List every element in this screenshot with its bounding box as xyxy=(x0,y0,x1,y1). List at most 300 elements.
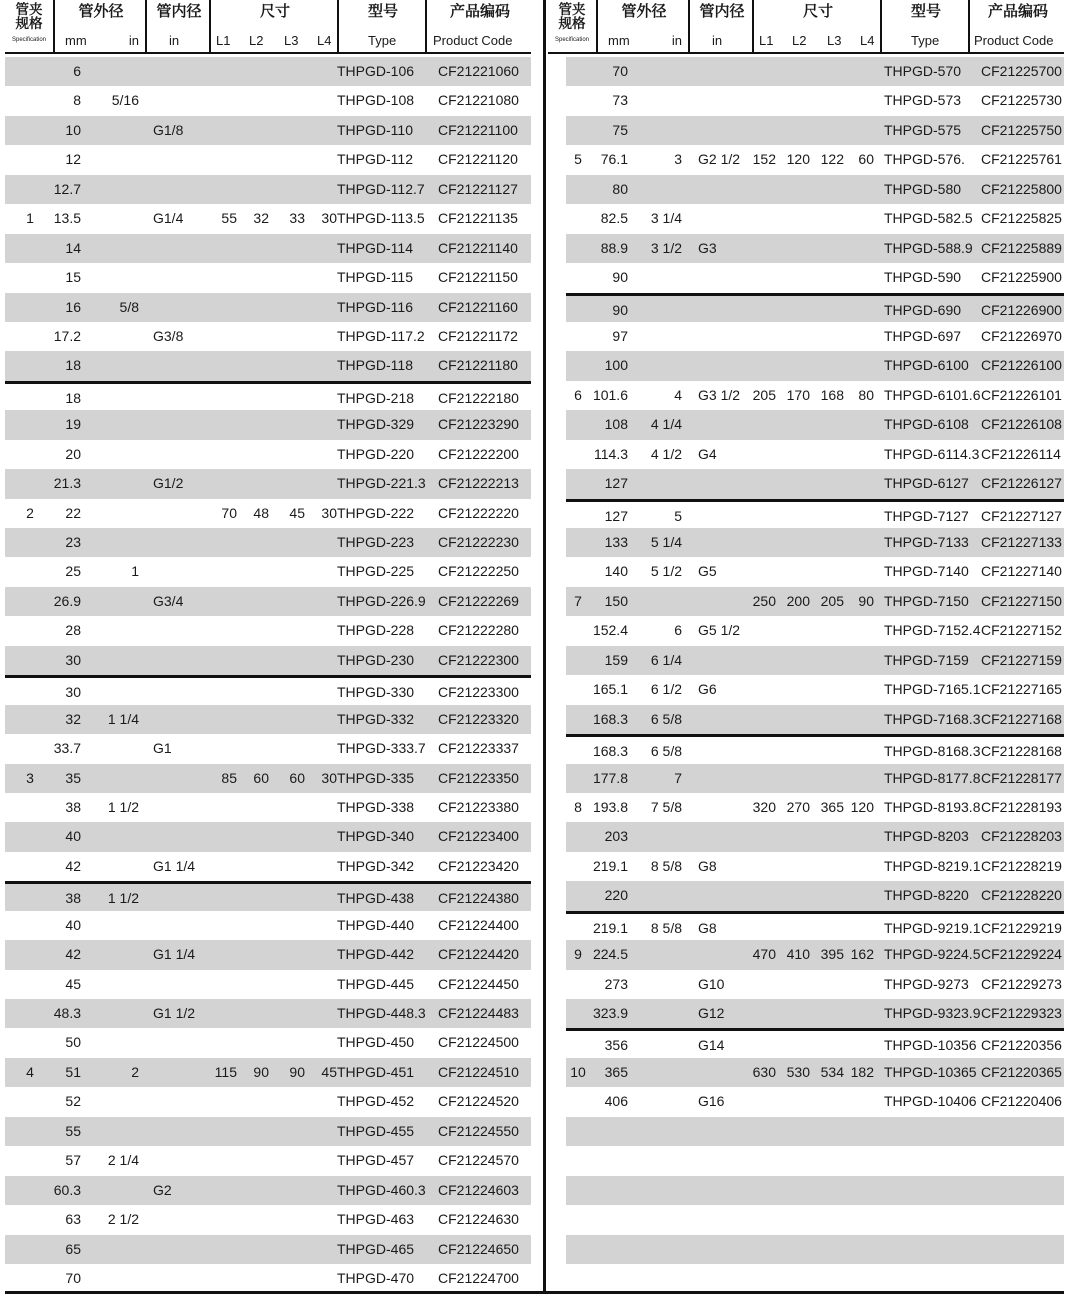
cell-l1: 630 xyxy=(752,1063,776,1080)
cell-code: CF21222213 xyxy=(438,475,519,492)
cell-mm: 150 xyxy=(604,592,628,609)
cell-pin: G1 xyxy=(153,740,172,757)
cell-type: THPGD-7168.3 xyxy=(884,710,981,727)
cell-type: THPGD-8219.1 xyxy=(884,857,981,874)
cell-code: CF21223380 xyxy=(438,798,519,815)
table-row xyxy=(566,852,1064,881)
cell-type: THPGD-329 xyxy=(337,416,415,433)
cell-type: THPGD-8220 xyxy=(884,887,969,904)
cell-pin: G1/2 xyxy=(153,475,184,492)
cell-code: CF21224570 xyxy=(438,1152,519,1169)
table-row xyxy=(566,351,1064,380)
cell-type: THPGD-7127 xyxy=(884,507,969,524)
cell-type: THPGD-582.5 xyxy=(884,210,973,227)
cell-code: CF21221080 xyxy=(438,92,519,109)
table-row xyxy=(5,557,531,586)
cell-l2: 170 xyxy=(786,386,810,403)
cell-code: CF21224603 xyxy=(438,1181,519,1198)
cell-type: THPGD-113.5 xyxy=(337,210,425,227)
header-pipe-in-in: in xyxy=(169,33,180,48)
cell-mm: 6 xyxy=(73,63,81,79)
header-dims xyxy=(213,0,339,52)
cell-code: CF21225900 xyxy=(981,269,1062,286)
table-row xyxy=(566,734,1064,763)
cell-pin: G4 xyxy=(698,445,717,462)
cell-in: 3 1/2 xyxy=(650,239,682,256)
cell-mm: 30 xyxy=(65,651,81,668)
cell-code: CF21222300 xyxy=(438,651,519,668)
header-type-zh: 型号 xyxy=(910,3,941,20)
cell-type: THPGD-448.3 xyxy=(337,1005,426,1021)
cell-code: CF21220406 xyxy=(981,1093,1062,1110)
cell-mm: 90 xyxy=(612,269,628,286)
cell-type: THPGD-7133 xyxy=(884,534,969,550)
table-row xyxy=(566,234,1064,263)
cell-l1: 320 xyxy=(752,798,776,815)
cell-mm: 219.1 xyxy=(592,857,628,874)
cell-in: 6 1/4 xyxy=(650,651,682,668)
header-type-en: Type xyxy=(368,33,397,48)
header-code xyxy=(972,0,1064,52)
cell-in: 2 xyxy=(131,1063,139,1080)
cell-l1: 152 xyxy=(752,151,776,168)
cell-mm: 165.1 xyxy=(592,681,628,698)
cell-type: THPGD-8203 xyxy=(884,828,969,845)
cell-code: CF21221127 xyxy=(438,180,518,197)
header-spec xyxy=(5,0,55,52)
cell-mm: 51 xyxy=(65,1063,81,1080)
table-row xyxy=(566,793,1064,822)
cell-mm: 273 xyxy=(604,975,628,992)
cell-in: 6 xyxy=(674,622,682,639)
table-row xyxy=(566,1117,1064,1146)
cell-pin: G2 xyxy=(153,1181,172,1198)
cell-mm: 45 xyxy=(65,975,81,992)
cell-pin: G16 xyxy=(698,1093,725,1110)
table-row xyxy=(5,822,531,851)
table-row xyxy=(566,764,1064,793)
cell-code: CF21222200 xyxy=(438,445,519,462)
header-l2: L2 xyxy=(792,33,807,48)
cell-code: CF21224450 xyxy=(438,975,519,992)
cell-code: CF21227150 xyxy=(981,592,1062,609)
cell-mm: 38 xyxy=(65,890,81,907)
cell-type: THPGD-6100 xyxy=(884,357,969,374)
cell-mm: 40 xyxy=(65,828,81,845)
cell-l2: 120 xyxy=(786,151,810,168)
cell-code: CF21222250 xyxy=(438,563,519,580)
cell-in: 5 xyxy=(674,507,682,524)
table-row xyxy=(5,410,531,439)
cell-in: 6 1/2 xyxy=(650,681,682,698)
table-row xyxy=(5,57,531,86)
cell-type: THPGD-452 xyxy=(337,1093,415,1110)
center-divider xyxy=(543,0,546,1292)
cell-code: CF21227159 xyxy=(981,651,1062,668)
header-spec-zh: 管夹 规格 xyxy=(15,2,43,31)
cell-pin: G10 xyxy=(698,975,725,992)
cell-type: THPGD-460.3 xyxy=(337,1181,426,1198)
cell-mm: 140 xyxy=(604,563,628,580)
cell-type: THPGD-112.7 xyxy=(337,180,425,197)
cell-code: CF21229224 xyxy=(981,946,1062,963)
cell-pin: G1 1/4 xyxy=(153,946,196,963)
cell-mm: 38 xyxy=(65,798,81,815)
cell-l3: 168 xyxy=(820,386,844,403)
table-row xyxy=(5,234,531,263)
cell-code: CF21220356 xyxy=(981,1037,1062,1054)
cell-code: CF21227152 xyxy=(981,622,1062,639)
cell-type: THPGD-10365 xyxy=(884,1063,977,1080)
table-row xyxy=(5,587,531,616)
cell-l4: 30 xyxy=(321,769,337,786)
cell-spec: 4 xyxy=(26,1063,34,1080)
cell-l1: 250 xyxy=(752,592,776,609)
cell-spec: 3 xyxy=(26,769,34,786)
cell-mm: 100 xyxy=(604,357,628,374)
cell-type: THPGD-465 xyxy=(337,1240,415,1257)
cell-code: CF21223320 xyxy=(438,710,519,727)
header-l3: L3 xyxy=(284,33,299,48)
cell-code: CF21221140 xyxy=(438,239,518,256)
cell-mm: 42 xyxy=(65,857,81,874)
table-row xyxy=(566,705,1064,734)
header-dims-zh: 尺寸 xyxy=(259,3,290,20)
table-row xyxy=(5,293,531,322)
cell-l4: 182 xyxy=(850,1063,874,1080)
cell-type: THPGD-118 xyxy=(337,357,413,374)
cell-type: THPGD-570 xyxy=(884,63,962,79)
cell-pin: G6 xyxy=(698,681,717,698)
table-row xyxy=(566,940,1064,969)
cell-type: THPGD-9323.9 xyxy=(884,1005,981,1021)
cell-code: CF21224510 xyxy=(438,1063,519,1080)
table-row xyxy=(5,145,531,174)
cell-code: CF21221120 xyxy=(438,151,518,168)
cell-l2: 32 xyxy=(253,210,269,227)
cell-type: THPGD-9273 xyxy=(884,975,969,992)
cell-code: CF21227165 xyxy=(981,681,1062,698)
header-od xyxy=(600,0,690,52)
table-body-right xyxy=(566,54,1064,1293)
cell-mm: 76.1 xyxy=(600,151,628,168)
header-pipe-in xyxy=(149,0,211,52)
cell-type: THPGD-697 xyxy=(884,327,962,344)
table-row xyxy=(566,911,1064,940)
cell-code: CF21225800 xyxy=(981,180,1062,197)
table-row xyxy=(5,793,531,822)
cell-code: CF21224483 xyxy=(438,1005,519,1021)
cell-type: THPGD-7140 xyxy=(884,563,969,580)
cell-code: CF21225761 xyxy=(981,151,1062,168)
cell-mm: 50 xyxy=(65,1034,81,1051)
cell-type: THPGD-225 xyxy=(337,563,415,580)
cell-pin: G3/8 xyxy=(153,327,184,344)
header-l2: L2 xyxy=(249,33,264,48)
cell-pin: G1/4 xyxy=(153,210,184,227)
header-code-en: Product Code xyxy=(974,33,1054,48)
cell-code: CF21228193 xyxy=(981,798,1062,815)
cell-code: CF21228177 xyxy=(981,769,1062,786)
cell-in: 8 5/8 xyxy=(650,919,682,936)
header-l1: L1 xyxy=(759,33,774,48)
cell-code: CF21225825 xyxy=(981,210,1062,227)
table-row xyxy=(5,175,531,204)
cell-l2: 530 xyxy=(786,1063,810,1080)
cell-l2: 410 xyxy=(786,946,810,963)
header-spec-en: Specification xyxy=(11,37,47,43)
table-row xyxy=(566,1058,1064,1087)
table-row xyxy=(566,1146,1064,1175)
header-type xyxy=(884,0,970,52)
cell-in: 1 1/2 xyxy=(107,798,139,815)
cell-code: CF21227140 xyxy=(981,563,1062,580)
cell-in: 4 xyxy=(674,386,682,403)
cell-mm: 114.3 xyxy=(594,445,628,462)
table-row xyxy=(566,263,1064,292)
cell-mm: 70 xyxy=(65,1269,81,1286)
cell-code: CF21226100 xyxy=(981,357,1062,374)
cell-mm: 406 xyxy=(604,1093,628,1110)
table-row xyxy=(5,1058,531,1087)
cell-l2: 60 xyxy=(253,769,269,786)
table-row xyxy=(566,86,1064,115)
table-row xyxy=(5,1176,531,1205)
header-od-in: in xyxy=(128,33,139,48)
table-row xyxy=(5,1087,531,1116)
cell-type: THPGD-338 xyxy=(337,798,415,815)
header-code xyxy=(429,0,531,52)
cell-pin: G3 xyxy=(698,239,717,256)
cell-in: 7 xyxy=(674,769,682,786)
cell-code: CF21224520 xyxy=(438,1093,519,1110)
cell-code: CF21223420 xyxy=(438,857,519,874)
cell-type: THPGD-445 xyxy=(337,975,415,992)
cell-mm: 65 xyxy=(65,1240,81,1257)
cell-code: CF21222220 xyxy=(438,504,519,521)
cell-mm: 168.3 xyxy=(592,710,628,727)
cell-l2: 200 xyxy=(786,592,810,609)
cell-l1: 85 xyxy=(221,769,237,786)
cell-mm: 13.5 xyxy=(53,210,81,227)
cell-mm: 365 xyxy=(604,1063,628,1080)
header-od xyxy=(57,0,147,52)
table-row xyxy=(566,116,1064,145)
header-spec-en: Specification xyxy=(554,37,590,43)
cell-type: THPGD-6127 xyxy=(884,475,969,492)
cell-in: 8 5/8 xyxy=(650,857,682,874)
header-pipe-in-in: in xyxy=(712,33,723,48)
cell-in: 5 1/4 xyxy=(650,534,682,550)
table-row xyxy=(566,57,1064,86)
cell-code: CF21226108 xyxy=(981,416,1062,433)
cell-l4: 30 xyxy=(321,210,337,227)
table-row xyxy=(566,822,1064,851)
table-body-left xyxy=(5,54,531,1293)
cell-mm: 18 xyxy=(65,357,81,374)
cell-pin: G3/4 xyxy=(153,592,184,609)
cell-pin: G3 1/2 xyxy=(698,386,741,403)
cell-l4: 162 xyxy=(850,946,874,963)
table-row xyxy=(5,734,531,763)
cell-l2: 270 xyxy=(786,798,810,815)
cell-code: CF21225750 xyxy=(981,121,1062,138)
cell-pin: G1/8 xyxy=(153,121,184,138)
cell-mm: 60.3 xyxy=(53,1181,81,1198)
cell-mm: 82.5 xyxy=(600,210,628,227)
cell-code: CF21221160 xyxy=(438,298,518,315)
table-row xyxy=(566,1028,1064,1057)
table-row xyxy=(566,499,1064,528)
cell-code: CF21223300 xyxy=(438,684,519,701)
cell-l4: 45 xyxy=(321,1063,337,1080)
cell-mm: 356 xyxy=(604,1037,628,1054)
cell-mm: 63 xyxy=(65,1211,81,1228)
cell-l2: 90 xyxy=(253,1063,269,1080)
header-code-zh: 产品编码 xyxy=(987,3,1048,20)
cell-mm: 203 xyxy=(604,828,628,845)
cell-spec: 5 xyxy=(574,151,582,168)
cell-in: 4 1/4 xyxy=(650,416,682,433)
cell-mm: 88.9 xyxy=(600,239,628,256)
cell-in: 5/8 xyxy=(119,298,139,315)
table-row xyxy=(5,911,531,940)
cell-code: CF21224650 xyxy=(438,1240,519,1257)
cell-type: THPGD-573 xyxy=(884,92,962,109)
cell-code: CF21221060 xyxy=(438,63,519,79)
cell-type: THPGD-690 xyxy=(884,301,962,318)
cell-code: CF21220365 xyxy=(981,1063,1062,1080)
cell-code: CF21224400 xyxy=(438,916,519,933)
cell-mm: 30 xyxy=(65,684,81,701)
table-row xyxy=(5,499,531,528)
cell-code: CF21221180 xyxy=(438,357,518,374)
table-row xyxy=(566,675,1064,704)
cell-code: CF21222269 xyxy=(438,592,519,609)
cell-type: THPGD-115 xyxy=(337,269,413,286)
cell-type: THPGD-463 xyxy=(337,1211,415,1228)
header-l4: L4 xyxy=(860,33,875,48)
cell-code: CF21227127 xyxy=(981,507,1062,524)
table-row xyxy=(566,1205,1064,1234)
cell-in: 1 1/2 xyxy=(107,890,139,907)
table-row xyxy=(566,381,1064,410)
cell-mm: 35 xyxy=(65,769,81,786)
table-row xyxy=(5,381,531,410)
cell-mm: 55 xyxy=(65,1122,81,1139)
cell-mm: 97 xyxy=(612,327,628,344)
cell-in: 2 1/2 xyxy=(107,1211,139,1228)
cell-type: THPGD-223 xyxy=(337,534,415,550)
table-row xyxy=(566,1087,1064,1116)
cell-type: THPGD-112 xyxy=(337,151,413,168)
cell-type: THPGD-451 xyxy=(337,1063,415,1080)
cell-code: CF21226114 xyxy=(981,445,1061,462)
cell-mm: 32 xyxy=(65,710,81,727)
cell-l3: 33 xyxy=(289,210,305,227)
cell-type: THPGD-106 xyxy=(337,63,415,79)
cell-code: CF21227133 xyxy=(981,534,1062,550)
cell-in: 3 1/4 xyxy=(650,210,682,227)
cell-type: THPGD-220 xyxy=(337,445,415,462)
cell-mm: 152.4 xyxy=(592,622,628,639)
cell-mm: 20 xyxy=(65,445,81,462)
header-l3: L3 xyxy=(827,33,842,48)
cell-code: CF21225700 xyxy=(981,63,1062,79)
cell-pin: G1 1/2 xyxy=(153,1005,196,1021)
cell-code: CF21229219 xyxy=(981,919,1062,936)
header-od-zh: 管外径 xyxy=(78,3,124,20)
cell-type: THPGD-9224.5 xyxy=(884,946,981,963)
header-od-in: in xyxy=(671,33,682,48)
cell-type: THPGD-450 xyxy=(337,1034,415,1051)
table-row xyxy=(5,675,531,704)
cell-type: THPGD-6108 xyxy=(884,416,969,433)
cell-mm: 159 xyxy=(604,651,628,668)
cell-l3: 90 xyxy=(289,1063,305,1080)
cell-mm: 16 xyxy=(65,298,81,315)
cell-mm: 219.1 xyxy=(592,919,628,936)
cell-code: CF21225730 xyxy=(981,92,1062,109)
cell-mm: 177.8 xyxy=(592,769,628,786)
cell-type: THPGD-222 xyxy=(337,504,415,521)
table-row xyxy=(5,940,531,969)
cell-code: CF21223290 xyxy=(438,416,519,433)
cell-l2: 48 xyxy=(253,504,269,521)
cell-type: THPGD-457 xyxy=(337,1152,415,1169)
cell-l4: 60 xyxy=(858,151,874,168)
cell-code: CF21221172 xyxy=(438,327,518,344)
table-row xyxy=(566,175,1064,204)
table-row xyxy=(5,852,531,881)
cell-in: 7 5/8 xyxy=(650,798,682,815)
cell-type: THPGD-110 xyxy=(337,121,413,138)
cell-l1: 55 xyxy=(221,210,237,227)
table-header-right xyxy=(548,0,1064,54)
table-row xyxy=(566,1264,1064,1293)
cell-type: THPGD-440 xyxy=(337,916,415,933)
cell-l3: 122 xyxy=(820,151,844,168)
cell-code: CF21229323 xyxy=(981,1005,1062,1021)
bottom-rule xyxy=(5,1291,1064,1294)
cell-in: 6 5/8 xyxy=(650,743,682,760)
cell-l3: 45 xyxy=(289,504,305,521)
table-row xyxy=(5,881,531,910)
cell-in: 5/16 xyxy=(111,92,139,109)
table-row xyxy=(5,1117,531,1146)
header-spec xyxy=(548,0,598,52)
right-table xyxy=(554,0,1064,1293)
cell-type: THPGD-108 xyxy=(337,92,415,109)
cell-in: 5 1/2 xyxy=(650,563,682,580)
cell-l4: 80 xyxy=(858,386,874,403)
cell-mm: 73 xyxy=(612,92,628,109)
table-row xyxy=(566,646,1064,675)
table-row xyxy=(5,705,531,734)
cell-code: CF21229273 xyxy=(981,975,1062,992)
header-l4: L4 xyxy=(317,33,332,48)
table-row xyxy=(566,970,1064,999)
cell-mm: 70 xyxy=(612,63,628,79)
cell-l4: 120 xyxy=(850,798,874,815)
cell-code: CF21224380 xyxy=(438,890,519,907)
cell-type: THPGD-8193.8 xyxy=(884,798,981,815)
cell-mm: 80 xyxy=(612,180,628,197)
cell-type: THPGD-7150 xyxy=(884,592,969,609)
cell-l3: 534 xyxy=(820,1063,844,1080)
cell-type: THPGD-330 xyxy=(337,684,415,701)
table-row xyxy=(566,469,1064,498)
